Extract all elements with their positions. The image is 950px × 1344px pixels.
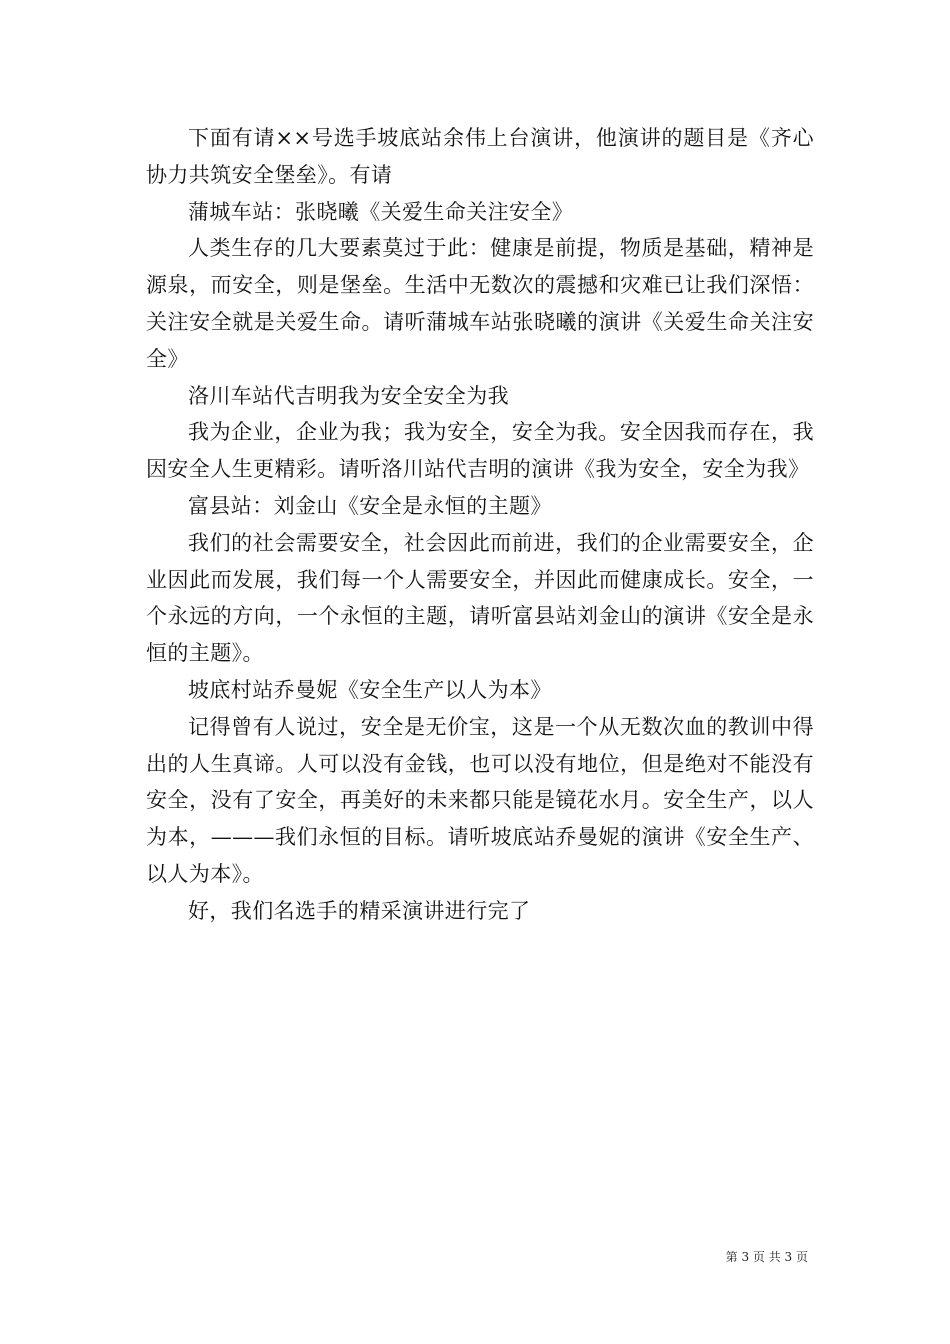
page-number-footer: 第 3 页 共 3 页 bbox=[725, 1250, 808, 1264]
paragraph-intro-yuwei: 下面有请××号选手坡底站余伟上台演讲，他演讲的题目是《齐心协力共筑安全堡垒》。有请 bbox=[146, 126, 814, 187]
heading-podicun-station: 坡底村站乔曼妮《安全生产以人为本》 bbox=[188, 677, 552, 702]
paragraph-pucheng-intro: 人类生存的几大要素莫过于此：健康是前提，物质是基础，精神是源泉，而安全，则是堡垒。生活中无数次的震撼和灾难已让我们深悟：关注安全就是关爱生命。请听蒲城车站张晓曦的演讲《关爱生命关注安全》 bbox=[146, 236, 814, 371]
paragraph-fuxian-intro: 我们的社会需要安全，社会因此而前进，我们的企业需要安全，企业因此而发展，我们每一个人需要安全，并因此而健康成长。安全，一个永远的方向，一个永恒的主题，请听富县站刘金山的演讲《安全是永恒的主题》。 bbox=[146, 530, 814, 666]
paragraph-podicun-intro: 记得曾有人说过，安全是无价宝，这是一个从无数次血的教训中得出的人生真谛。人可以没有金钱，也可以没有地位，但是绝对不能没有安全，没有了安全，再美好的未来都只能是镜花水月。安全生产，以人为本，———我们永恒的目标。请听坡底站乔曼妮的演讲《安全生产、以人为本》。 bbox=[146, 714, 814, 886]
paragraph-closing: 好，我们名选手的精采演讲进行完了 bbox=[188, 898, 531, 923]
heading-pucheng-station: 蒲城车站：张晓曦《关爱生命关注安全》 bbox=[188, 199, 574, 224]
paragraph-luochuan-intro: 我为企业，企业为我；我为安全，安全为我。安全因我而存在，我因安全人生更精彩。请听洛川站代吉明的演讲《我为安全，安全为我》 bbox=[146, 420, 814, 482]
heading-luochuan-station: 洛川车站代吉明我为安全安全为我 bbox=[188, 383, 509, 408]
document-body bbox=[146, 120, 814, 930]
heading-fuxian-station: 富县站：刘金山《安全是永恒的主题》 bbox=[188, 493, 552, 518]
